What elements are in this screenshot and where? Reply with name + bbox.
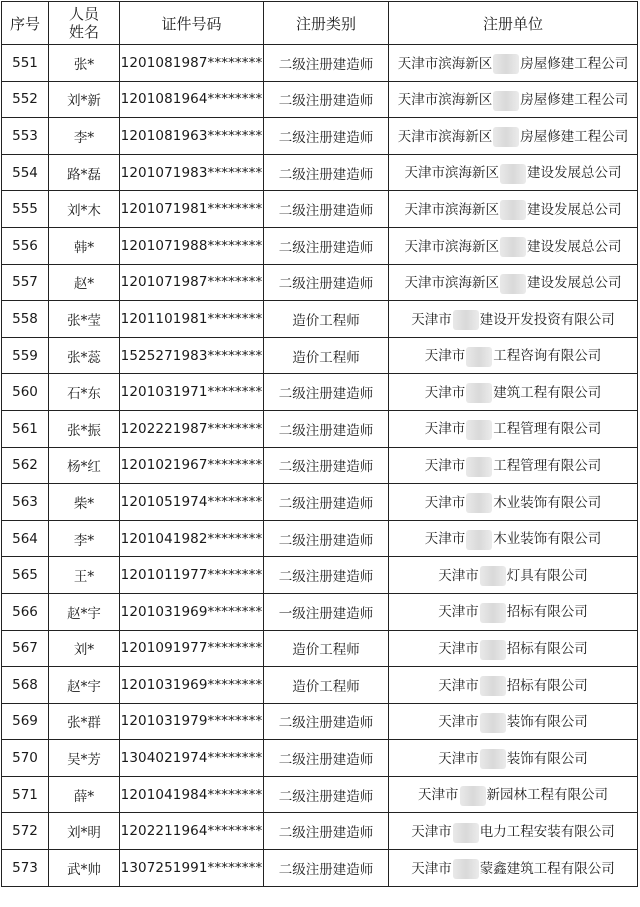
unit-suffix: 房屋修建工程公司 [520,128,629,145]
cell-seq: 568 [2,667,49,704]
cell-seq: 573 [2,850,49,887]
table-row [2,630,638,667]
cell-category: 二级注册建造师 [264,81,389,118]
cell-unit [389,410,638,447]
cell-category: 二级注册建造师 [264,703,389,740]
cell-seq: 555 [2,191,49,228]
redaction-blur [466,530,492,550]
cell-id-number: 1201031969******** [120,593,264,630]
redaction-blur [500,200,526,220]
unit-suffix: 房屋修建工程公司 [520,55,629,72]
table-row [2,776,638,813]
cell-unit [389,191,638,228]
redaction-blur [493,91,519,111]
cell-seq: 563 [2,484,49,521]
redaction-blur [480,749,506,769]
cell-category: 一级注册建造师 [264,593,389,630]
cell-unit [389,374,638,411]
unit-prefix: 天津市 [438,567,479,584]
cell-name: 李* [49,118,120,155]
cell-name: 刘*明 [49,813,120,850]
table-row [2,81,638,118]
cell-id-number: 1202211964******** [120,813,264,850]
unit-suffix: 建设发展总公司 [527,165,622,182]
unit-suffix: 装饰有限公司 [506,714,588,731]
table-row [2,593,638,630]
unit-prefix: 天津市 [438,750,479,767]
cell-unit [389,703,638,740]
cell-name: 杨*红 [49,447,120,484]
header-name-line1: 人员 [68,5,99,23]
redaction-blur [466,383,492,403]
cell-seq: 567 [2,630,49,667]
table-row [2,740,638,777]
cell-name: 张*莹 [49,301,120,338]
cell-name: 张*振 [49,410,120,447]
unit-suffix: 蒙鑫建筑工程有限公司 [479,860,615,877]
cell-name: 韩* [49,227,120,264]
unit-suffix: 建设发展总公司 [527,238,622,255]
unit-prefix: 天津市 [424,494,466,511]
cell-name: 石*东 [49,374,120,411]
unit-suffix: 房屋修建工程公司 [520,92,629,109]
header-name-line2: 姓名 [68,23,99,41]
cell-id-number: 1201071981******** [120,191,264,228]
cell-unit [389,630,638,667]
cell-seq: 566 [2,593,49,630]
redaction-blur [453,823,479,843]
cell-id-number: 1201071987******** [120,264,264,301]
cell-id-number: 1201051974******** [120,484,264,521]
unit-suffix: 工程管理有限公司 [493,458,602,475]
cell-category: 二级注册建造师 [264,264,389,301]
cell-seq: 554 [2,154,49,191]
cell-seq: 557 [2,264,49,301]
cell-unit [389,740,638,777]
table-row [2,191,638,228]
cell-seq: 558 [2,301,49,338]
table-row [2,447,638,484]
unit-prefix: 天津市滨海新区 [404,238,499,255]
cell-category: 二级注册建造师 [264,227,389,264]
unit-prefix: 天津市 [411,311,452,328]
cell-id-number: 1201011977******** [120,557,264,594]
redaction-blur [500,237,526,257]
redaction-blur [480,566,506,586]
cell-unit [389,850,638,887]
cell-id-number: 1201041982******** [120,520,264,557]
table-row [2,227,638,264]
redaction-blur [466,420,492,440]
table-row [2,520,638,557]
table-row [2,264,638,301]
redaction-blur [493,54,519,74]
cell-seq: 569 [2,703,49,740]
header-unit: 注册单位 [389,2,638,45]
header-seq: 序号 [2,2,49,45]
table-row [2,813,638,850]
cell-id-number: 1201091977******** [120,630,264,667]
redaction-blur [500,164,526,184]
cell-id-number: 1304021974******** [120,740,264,777]
header-row [2,2,638,45]
cell-id-number: 1201081987******** [120,45,264,82]
redaction-blur [466,493,492,513]
header-id: 证件号码 [120,2,264,45]
cell-category: 二级注册建造师 [264,813,389,850]
table-row [2,154,638,191]
table-row [2,557,638,594]
unit-suffix: 工程管理有限公司 [493,421,602,438]
unit-suffix: 招标有限公司 [506,641,588,658]
table-body [2,45,638,887]
cell-seq: 556 [2,227,49,264]
cell-unit [389,337,638,374]
unit-prefix: 天津市 [438,641,479,658]
cell-seq: 553 [2,118,49,155]
cell-name: 王* [49,557,120,594]
table-row [2,484,638,521]
cell-id-number: 1525271983******** [120,337,264,374]
cell-seq: 552 [2,81,49,118]
cell-name: 薛* [49,776,120,813]
cell-category: 二级注册建造师 [264,45,389,82]
cell-name: 刘* [49,630,120,667]
unit-prefix: 天津市滨海新区 [404,201,499,218]
unit-prefix: 天津市 [424,421,466,438]
header-category: 注册类别 [264,2,389,45]
unit-prefix: 天津市 [418,787,459,804]
cell-id-number: 1201071988******** [120,227,264,264]
cell-seq: 565 [2,557,49,594]
cell-seq: 572 [2,813,49,850]
cell-category: 二级注册建造师 [264,776,389,813]
cell-name: 刘*木 [49,191,120,228]
redaction-blur [480,676,506,696]
cell-category: 二级注册建造师 [264,191,389,228]
unit-prefix: 天津市 [411,824,452,841]
unit-prefix: 天津市滨海新区 [397,55,493,72]
cell-seq: 551 [2,45,49,82]
cell-name: 张*蕊 [49,337,120,374]
redaction-blur [493,127,519,147]
cell-unit [389,264,638,301]
unit-suffix: 工程咨询有限公司 [493,348,602,365]
cell-name: 李* [49,520,120,557]
cell-category: 二级注册建造师 [264,447,389,484]
unit-suffix: 建设发展总公司 [527,201,622,218]
cell-name: 路*磊 [49,154,120,191]
table-row [2,374,638,411]
cell-id-number: 1201031971******** [120,374,264,411]
unit-suffix: 建设发展总公司 [527,275,622,292]
unit-suffix: 建设开发投资有限公司 [479,311,615,328]
cell-seq: 571 [2,776,49,813]
cell-seq: 564 [2,520,49,557]
cell-seq: 559 [2,337,49,374]
unit-prefix: 天津市 [424,458,466,475]
cell-name: 张* [49,45,120,82]
cell-category: 造价工程师 [264,630,389,667]
cell-id-number: 1201081964******** [120,81,264,118]
cell-id-number: 1201081963******** [120,118,264,155]
table-row [2,301,638,338]
redaction-blur [500,274,526,294]
cell-name: 吴*芳 [49,740,120,777]
registration-table [1,1,638,887]
unit-prefix: 天津市 [411,860,452,877]
cell-unit [389,557,638,594]
unit-suffix: 招标有限公司 [506,604,588,621]
cell-unit [389,593,638,630]
redaction-blur [453,859,479,879]
cell-seq: 561 [2,410,49,447]
cell-name: 柴* [49,484,120,521]
unit-prefix: 天津市 [424,348,466,365]
cell-category: 二级注册建造师 [264,154,389,191]
unit-suffix: 木业装饰有限公司 [493,531,602,548]
table-row [2,118,638,155]
unit-prefix: 天津市滨海新区 [404,165,499,182]
cell-id-number: 1201031979******** [120,703,264,740]
unit-prefix: 天津市 [424,531,466,548]
cell-unit [389,81,638,118]
cell-id-number: 1201041984******** [120,776,264,813]
unit-suffix: 新园林工程有限公司 [486,787,608,804]
table-row [2,45,638,82]
cell-category: 二级注册建造师 [264,410,389,447]
unit-prefix: 天津市滨海新区 [397,128,493,145]
cell-category: 造价工程师 [264,301,389,338]
cell-category: 造价工程师 [264,667,389,704]
cell-id-number: 1307251991******** [120,850,264,887]
redaction-blur [480,640,506,660]
redaction-blur [466,347,492,367]
redaction-blur [460,786,486,806]
cell-category: 二级注册建造师 [264,118,389,155]
cell-unit [389,667,638,704]
cell-unit [389,118,638,155]
cell-category: 二级注册建造师 [264,374,389,411]
cell-id-number: 1202221987******** [120,410,264,447]
cell-seq: 562 [2,447,49,484]
unit-prefix: 天津市 [438,677,479,694]
cell-seq: 560 [2,374,49,411]
unit-prefix: 天津市滨海新区 [404,275,499,292]
table-row [2,667,638,704]
table-row [2,703,638,740]
cell-id-number: 1201031969******** [120,667,264,704]
unit-suffix: 建筑工程有限公司 [493,384,602,401]
unit-suffix: 装饰有限公司 [506,750,588,767]
unit-prefix: 天津市 [438,604,479,621]
cell-unit [389,776,638,813]
unit-prefix: 天津市 [424,384,466,401]
cell-category: 二级注册建造师 [264,484,389,521]
redaction-blur [480,603,506,623]
cell-unit [389,154,638,191]
table-row [2,850,638,887]
cell-category: 造价工程师 [264,337,389,374]
cell-unit [389,301,638,338]
redaction-blur [480,713,506,733]
cell-category: 二级注册建造师 [264,557,389,594]
cell-unit [389,227,638,264]
cell-id-number: 1201101981******** [120,301,264,338]
redaction-blur [466,457,492,477]
cell-unit [389,447,638,484]
unit-suffix: 电力工程安装有限公司 [479,824,615,841]
unit-prefix: 天津市滨海新区 [397,92,493,109]
cell-name: 张*群 [49,703,120,740]
cell-name: 武*帅 [49,850,120,887]
unit-suffix: 灯具有限公司 [506,567,588,584]
cell-unit [389,520,638,557]
unit-suffix: 招标有限公司 [506,677,588,694]
cell-category: 二级注册建造师 [264,740,389,777]
unit-suffix: 木业装饰有限公司 [493,494,602,511]
table-row [2,410,638,447]
cell-name: 赵* [49,264,120,301]
cell-seq: 570 [2,740,49,777]
cell-unit [389,45,638,82]
cell-category: 二级注册建造师 [264,520,389,557]
cell-unit [389,484,638,521]
cell-category: 二级注册建造师 [264,850,389,887]
cell-name: 赵*宇 [49,667,120,704]
table-row [2,337,638,374]
cell-id-number: 1201021967******** [120,447,264,484]
unit-prefix: 天津市 [438,714,479,731]
cell-id-number: 1201071983******** [120,154,264,191]
cell-unit [389,813,638,850]
redaction-blur [453,310,479,330]
cell-name: 刘*新 [49,81,120,118]
header-name [49,2,120,45]
cell-name: 赵*宇 [49,593,120,630]
